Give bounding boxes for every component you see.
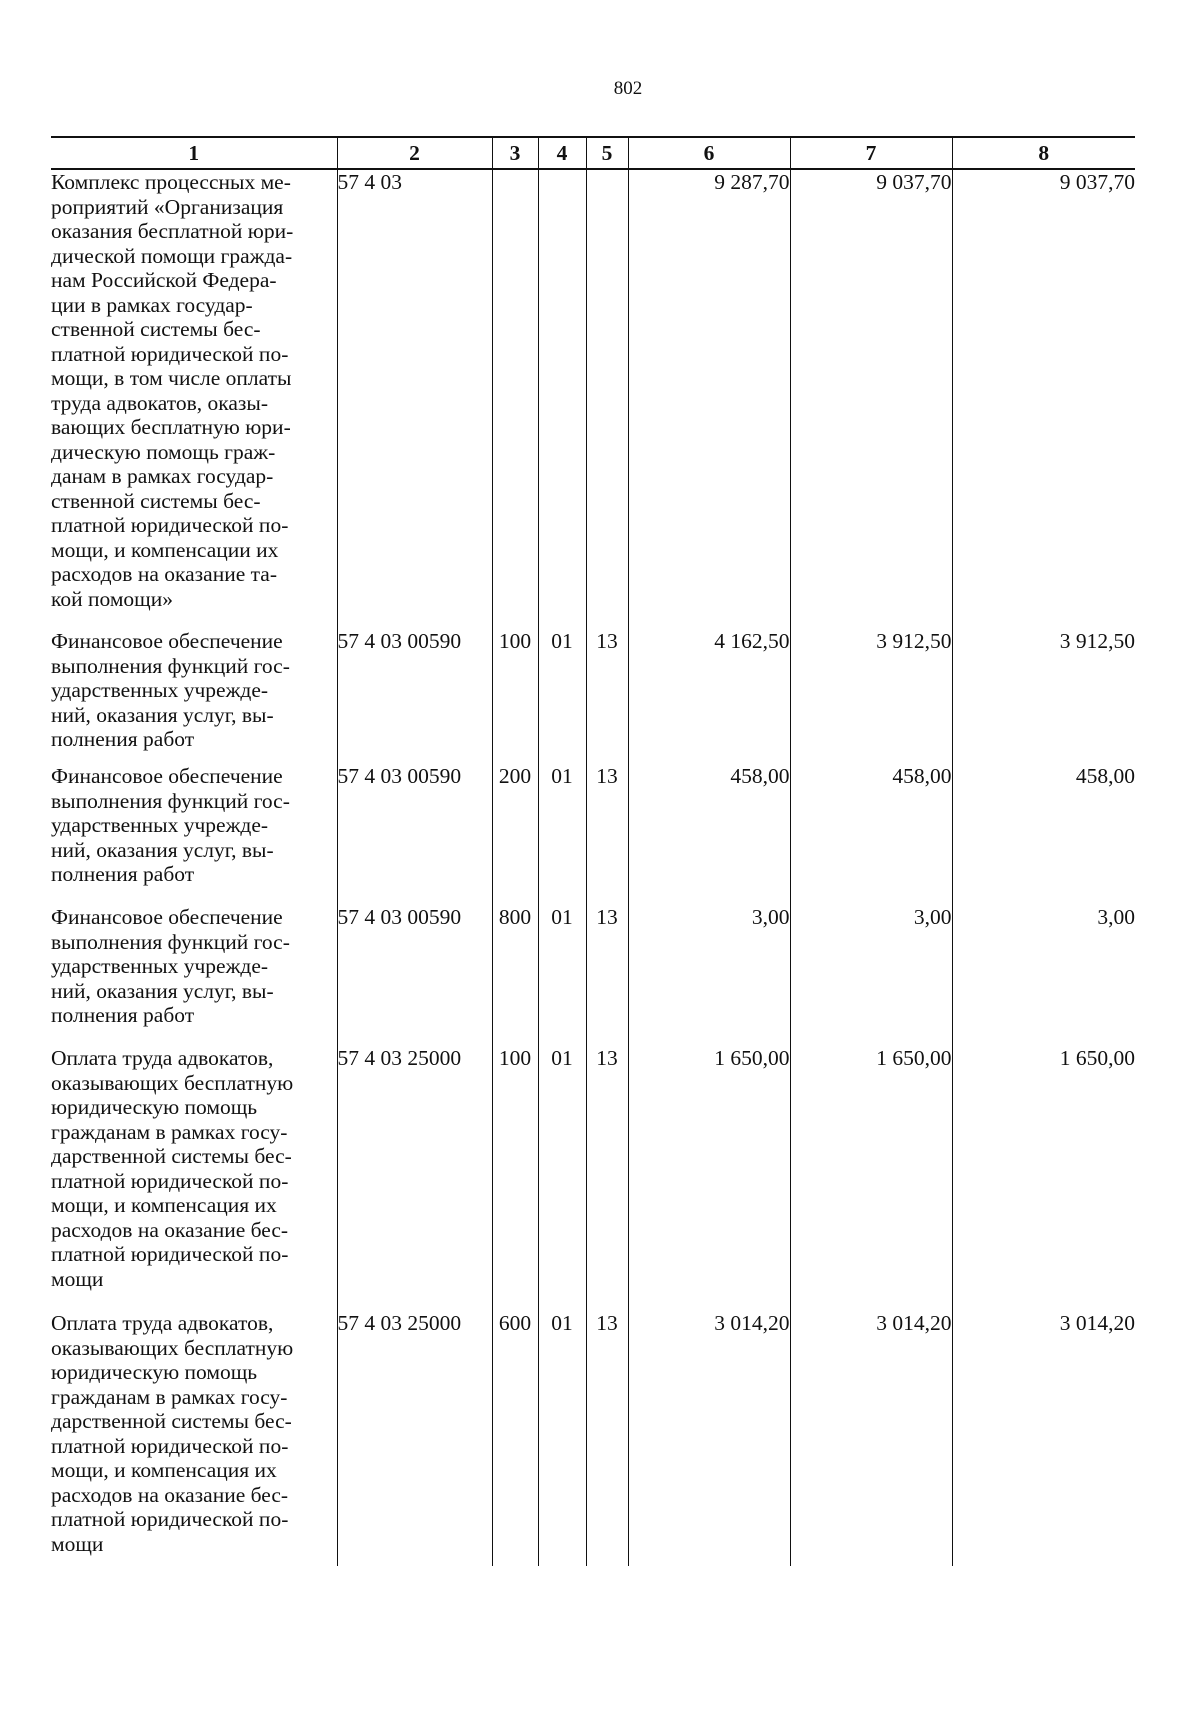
row-code-cell: 57 4 03 bbox=[337, 169, 492, 629]
row-col7-cell: 3 912,50 bbox=[790, 629, 952, 764]
row-name-cell: Финансовое обеспечение выполнения функций гос- ударственных учрежде- ний, оказания услуг, вы- полнения работ bbox=[51, 905, 337, 1046]
row-name-cell: Финансовое обеспечение выполнения функций гос- ударственных учрежде- ний, оказания услуг, вы- полнения работ bbox=[51, 764, 337, 905]
row-col8-cell: 1 650,00 bbox=[952, 1046, 1135, 1311]
column-header: 7 bbox=[790, 137, 952, 169]
budget-table bbox=[51, 136, 1135, 1566]
row-code-cell: 57 4 03 00590 bbox=[337, 764, 492, 905]
row-code-cell: 57 4 03 25000 bbox=[337, 1311, 492, 1566]
table-row bbox=[51, 629, 1135, 764]
column-header: 3 bbox=[492, 137, 538, 169]
row-col3-cell: 200 bbox=[492, 764, 538, 905]
header-row bbox=[51, 137, 1135, 169]
row-col6-cell: 3,00 bbox=[628, 905, 790, 1046]
row-col4-cell: 01 bbox=[538, 905, 586, 1046]
table-row bbox=[51, 169, 1135, 629]
column-header: 5 bbox=[586, 137, 628, 169]
table-body bbox=[51, 169, 1135, 1566]
row-name-cell: Финансовое обеспечение выполнения функций гос- ударственных учрежде- ний, оказания услуг, вы- полнения работ bbox=[51, 629, 337, 764]
row-code-cell: 57 4 03 25000 bbox=[337, 1046, 492, 1311]
row-col3-cell: 600 bbox=[492, 1311, 538, 1566]
row-code-cell: 57 4 03 00590 bbox=[337, 905, 492, 1046]
row-col5-cell: 13 bbox=[586, 1046, 628, 1311]
row-col3-cell: 100 bbox=[492, 629, 538, 764]
row-col4-cell: 01 bbox=[538, 1046, 586, 1311]
row-name-cell: Оплата труда адвокатов, оказывающих бесплатную юридическую помощь гражданам в рамках госу- дарственной системы бес- платной юридической по- мощи, и компенсация их расходов на оказание бес- платной юридической по- мощи bbox=[51, 1046, 337, 1311]
row-col5-cell: 13 bbox=[586, 629, 628, 764]
row-col6-cell: 1 650,00 bbox=[628, 1046, 790, 1311]
row-name-cell: Оплата труда адвокатов, оказывающих бесплатную юридическую помощь гражданам в рамках госу- дарственной системы бес- платной юридической по- мощи, и компенсация их расходов на оказание бес- платной юридической по- мощи bbox=[51, 1311, 337, 1566]
row-col3-cell: 800 bbox=[492, 905, 538, 1046]
row-col4-cell: 01 bbox=[538, 1311, 586, 1566]
table-row bbox=[51, 1311, 1135, 1566]
table-row bbox=[51, 905, 1135, 1046]
row-col3-cell: 100 bbox=[492, 1046, 538, 1311]
row-col7-cell: 9 037,70 bbox=[790, 169, 952, 629]
row-col8-cell: 3 912,50 bbox=[952, 629, 1135, 764]
row-col6-cell: 458,00 bbox=[628, 764, 790, 905]
column-header: 1 bbox=[51, 137, 337, 169]
row-col7-cell: 3,00 bbox=[790, 905, 952, 1046]
row-col4-cell: 01 bbox=[538, 629, 586, 764]
row-code-cell: 57 4 03 00590 bbox=[337, 629, 492, 764]
row-col4-cell bbox=[538, 169, 586, 629]
row-col5-cell: 13 bbox=[586, 764, 628, 905]
row-col4-cell: 01 bbox=[538, 764, 586, 905]
column-header: 2 bbox=[337, 137, 492, 169]
row-col5-cell bbox=[586, 169, 628, 629]
column-header: 8 bbox=[952, 137, 1135, 169]
table-row bbox=[51, 1046, 1135, 1311]
row-col7-cell: 458,00 bbox=[790, 764, 952, 905]
table-row bbox=[51, 764, 1135, 905]
row-col6-cell: 4 162,50 bbox=[628, 629, 790, 764]
row-name-cell: Комплекс процессных ме- роприятий «Организация оказания бесплатной юри- дической помощи гражда- нам Российской Федера- ции в рамках государ- ственной системы бес- платной юридической по- мощи, в том числе оплаты труда адвокатов, оказы- вающих бесплатную юри- дическую помощь граж- данам в рамках государ- ственной системы бес- платной юридической по- мощи, и компенсации их расходов на оказание та- кой помощи» bbox=[51, 169, 337, 629]
page-number: 802 bbox=[613, 78, 643, 99]
row-col8-cell: 9 037,70 bbox=[952, 169, 1135, 629]
row-col7-cell: 1 650,00 bbox=[790, 1046, 952, 1311]
row-col5-cell: 13 bbox=[586, 905, 628, 1046]
row-col5-cell: 13 bbox=[586, 1311, 628, 1566]
column-header: 6 bbox=[628, 137, 790, 169]
row-col6-cell: 9 287,70 bbox=[628, 169, 790, 629]
row-col8-cell: 458,00 bbox=[952, 764, 1135, 905]
column-header: 4 bbox=[538, 137, 586, 169]
row-col3-cell bbox=[492, 169, 538, 629]
row-col6-cell: 3 014,20 bbox=[628, 1311, 790, 1566]
row-col8-cell: 3,00 bbox=[952, 905, 1135, 1046]
row-col7-cell: 3 014,20 bbox=[790, 1311, 952, 1566]
row-col8-cell: 3 014,20 bbox=[952, 1311, 1135, 1566]
